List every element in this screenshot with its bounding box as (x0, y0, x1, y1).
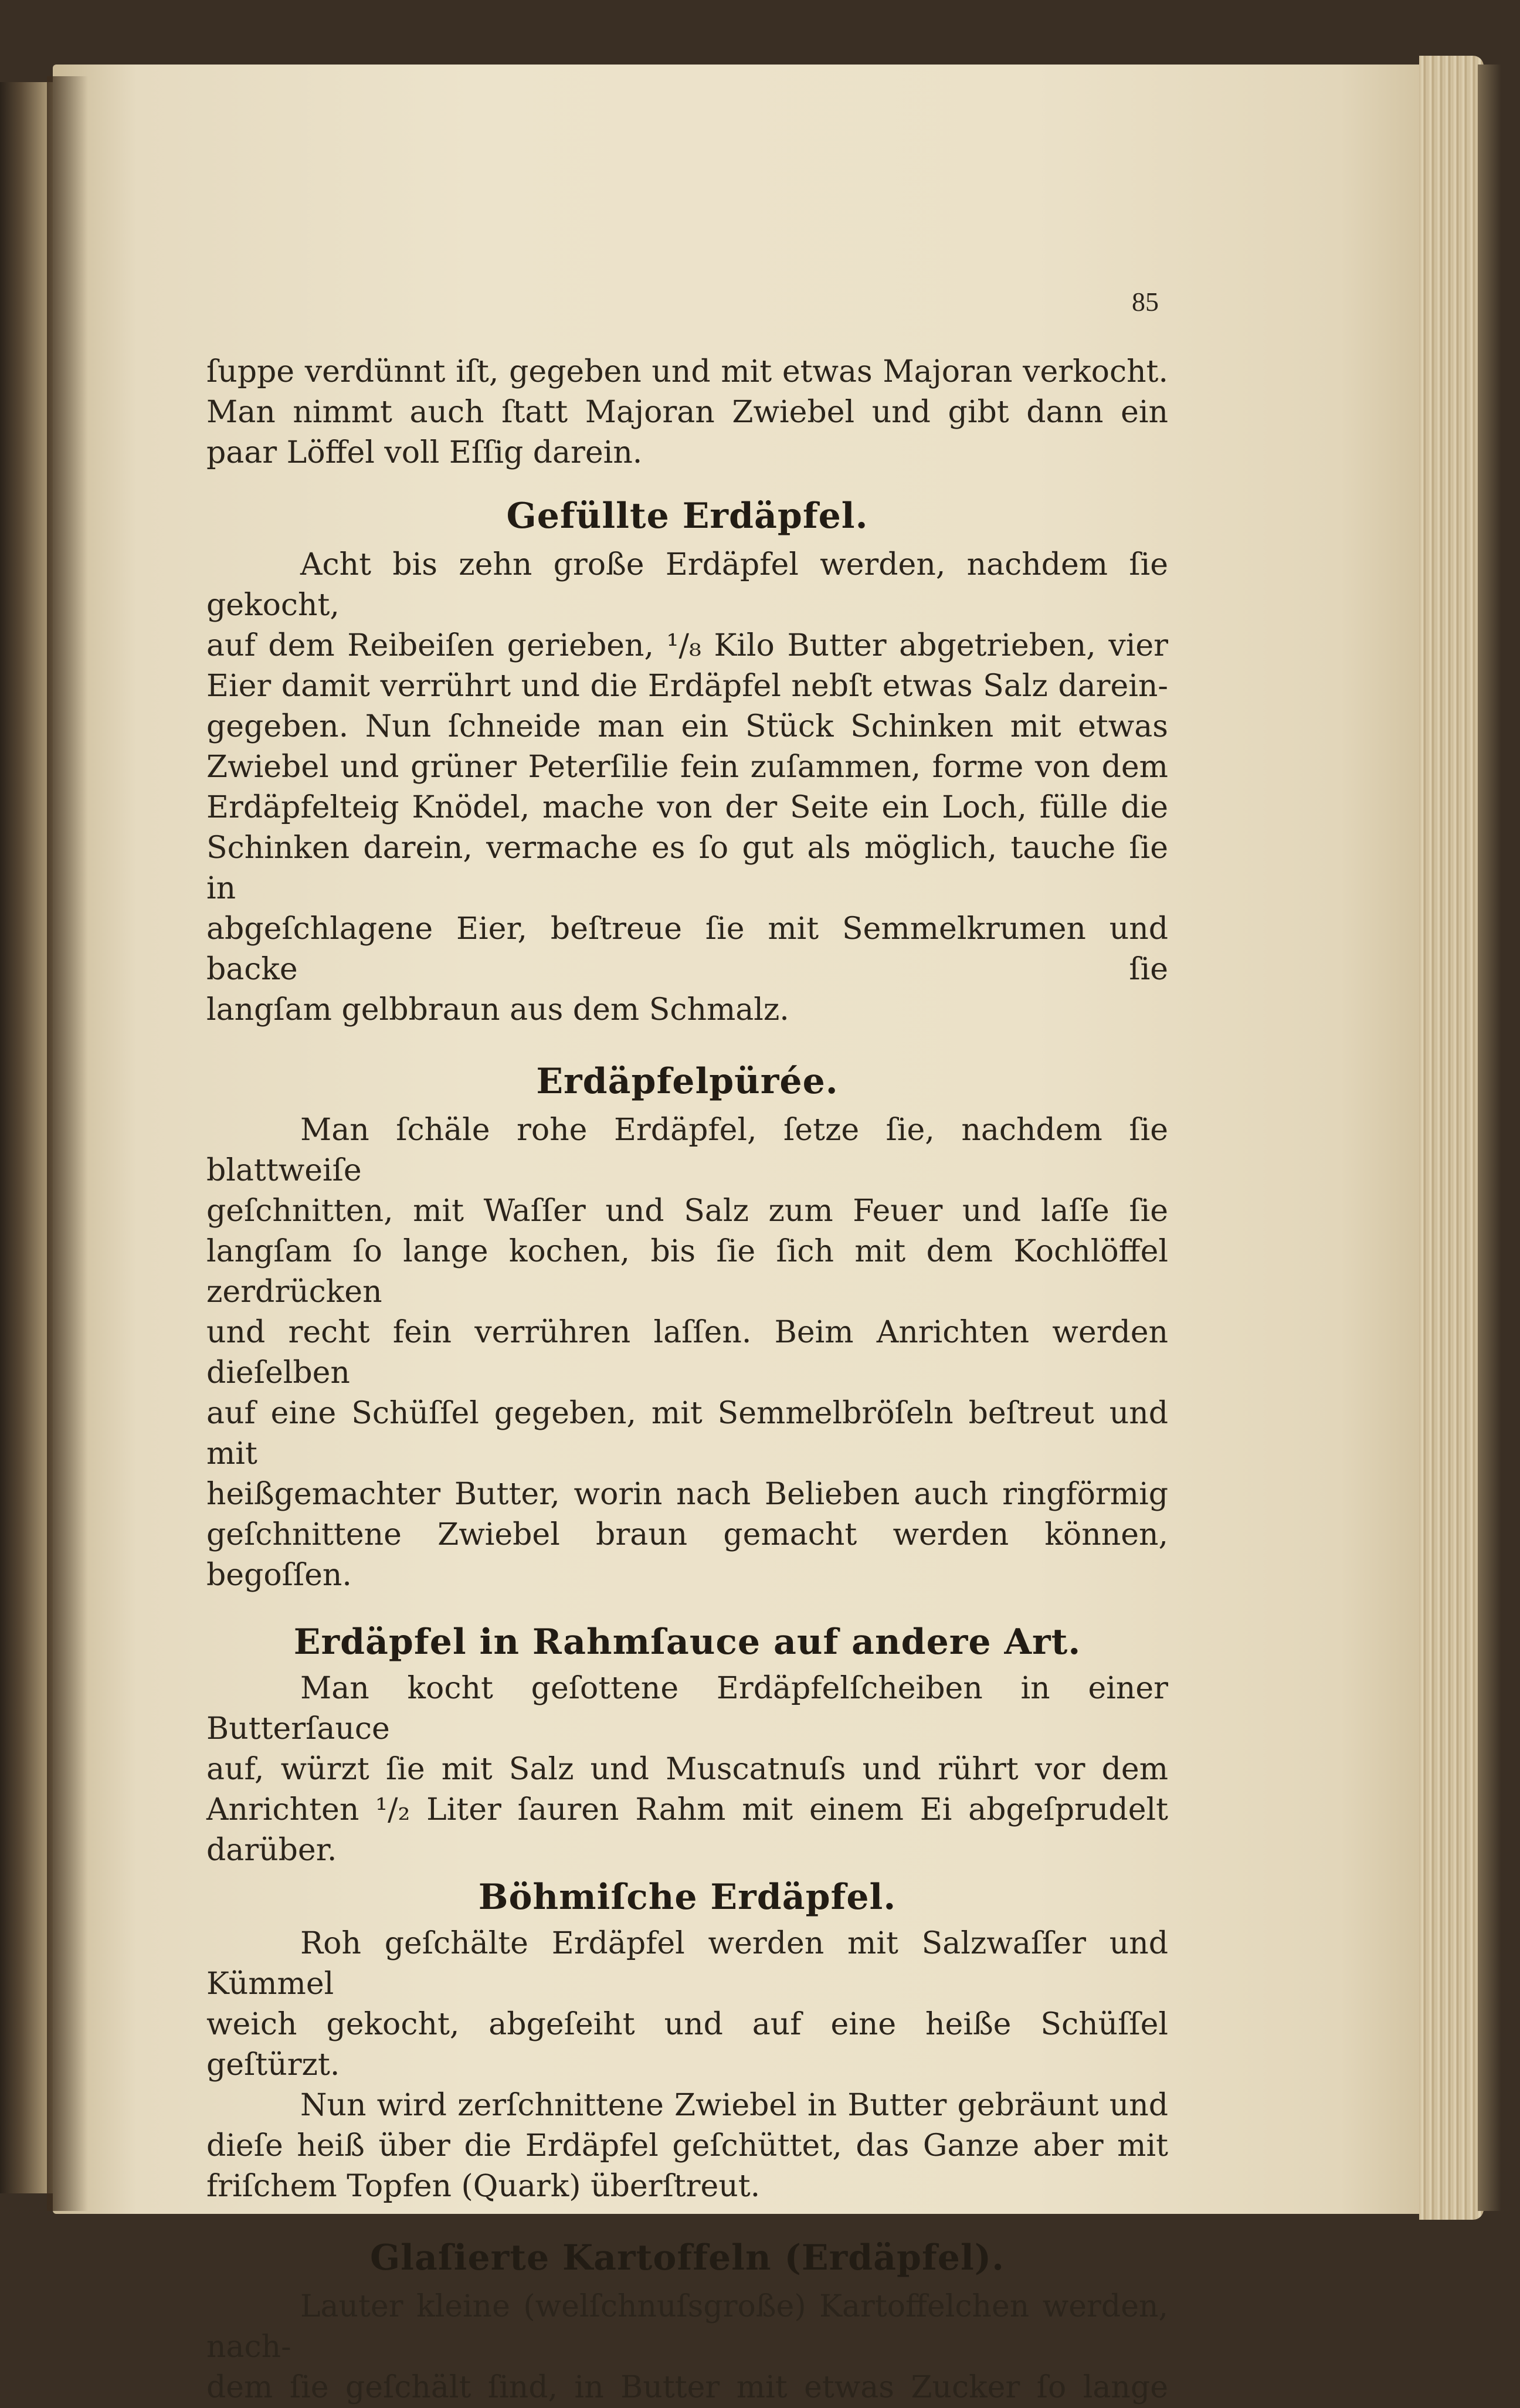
text-line: auf, würzt ſie mit Salz und Muscatnuſs und rührt vor dem (206, 1752, 1168, 1787)
text-line: ſuppe verdünnt iſt, gegeben und mit etwas Majoran verkocht. (206, 354, 1168, 389)
text-line: Eier damit verrührt und die Erdäpfel nebſt etwas Salz darein- (206, 669, 1168, 704)
paragraph (206, 545, 1168, 1030)
text-line: Man ſchäle rohe Erdäpfel, ſetze ſie, nachdem ſie blattweiſe (206, 1113, 1168, 1188)
text-line: Schinken darein, vermache es ſo gut als möglich, tauche ſie in (206, 830, 1168, 906)
text-line: Nun wird zerſchnittene Zwiebel in Butter gebräunt und (300, 2088, 1168, 2123)
recipe-heading: Erdäpfel in Rahmſauce auf andere Art. (293, 1622, 1081, 1663)
text-line: dieſe heiß über die Erdäpfel geſchüttet, das Ganze aber mit (206, 2128, 1168, 2163)
recipe-heading: Böhmiſche Erdäpfel. (478, 1877, 897, 1918)
paragraph (206, 1668, 1168, 1871)
text-line: gegeben. Nun ſchneide man ein Stück Schinken mit etwas (206, 709, 1168, 744)
text-line: Zwiebel und grüner Peterſilie fein zuſammen, forme von dem (206, 749, 1168, 785)
text-line: langſam gelbbraun aus dem Schmalz. (206, 992, 789, 1027)
text-line: darüber. (206, 1833, 337, 1868)
text-line: Roh geſchälte Erdäpfel werden mit Salzwaſſer und Kümmel (206, 1926, 1168, 2002)
text-line: heißgemachter Butter, worin nach Belieben auch ringförmig (206, 1477, 1168, 1512)
paragraph (206, 352, 1168, 473)
previous-page-edge (0, 82, 53, 2193)
text-line: langſam ſo lange kochen, bis ſie ſich mit dem Kochlöffel zerdrücken (206, 1234, 1168, 1310)
text-line: Man nimmt auch ſtatt Majoran Zwiebel und gibt dann ein (206, 395, 1168, 430)
recipe-heading: Glaſierte Kartoffeln (Erdäpfel). (369, 2237, 1005, 2278)
text-line: Anrichten ¹/₂ Liter ſauren Rahm mit einem Ei abgeſprudelt (206, 1792, 1168, 1827)
text-line: geſchnittene Zwiebel braun gemacht werden können, begoſſen. (206, 1517, 1168, 1593)
paragraph (206, 1924, 1168, 2085)
gutter-shadow (47, 76, 88, 2211)
page-body (206, 282, 1168, 2408)
text-line: Man kocht geſottene Erdäpfelſcheiben in einer Butterſauce (206, 1671, 1168, 1746)
text-line: Acht bis zehn große Erdäpfel werden, nachdem ſie gekocht, (206, 547, 1168, 623)
recipe-heading: Erdäpfelpürée. (536, 1061, 839, 1102)
text-line: Erdäpfelteig Knödel, mache von der Seite ein Loch, fülle die (206, 790, 1168, 825)
text-line: auf dem Reibeiſen gerieben, ¹/₈ Kilo Butter abgetrieben, vier (206, 628, 1168, 663)
text-line: friſchem Topfen (Quark) überſtreut. (206, 2169, 761, 2204)
text-line: abgeſchlagene Eier, beſtreue ſie mit Semmelkrumen und backe ſie (206, 911, 1168, 987)
book-cover-edge (1478, 65, 1501, 2211)
recipe-heading: Gefüllte Erdäpfel. (506, 496, 868, 537)
text-line: geſchnitten, mit Waſſer und Salz zum Feuer und laſſe ſie (206, 1193, 1168, 1229)
paragraph (206, 2085, 1168, 2207)
text-line: auf eine Schüſſel gegeben, mit Semmelbröſeln beſtreut und mit (206, 1396, 1168, 1471)
text-line: weich gekocht, abgeſeiht und auf eine heiße Schüſſel geſtürzt. (206, 2007, 1168, 2083)
text-line: paar Löffel voll Eſſig darein. (206, 435, 643, 470)
text-line: Lauter kleine (welſchnuſsgroße) Kartoffelchen werden, nach- (206, 2289, 1168, 2365)
text-line: dem ſie geſchält ſind, in Butter mit etwas Zucker ſo lange (206, 2370, 1168, 2405)
page-number: 85 (1132, 287, 1159, 317)
paragraph (206, 2287, 1168, 2408)
text-line: und recht fein verrühren laſſen. Beim Anrichten werden dieſelben (206, 1315, 1168, 1390)
page-stack-edges (1419, 56, 1484, 2220)
paragraph (206, 1110, 1168, 1596)
